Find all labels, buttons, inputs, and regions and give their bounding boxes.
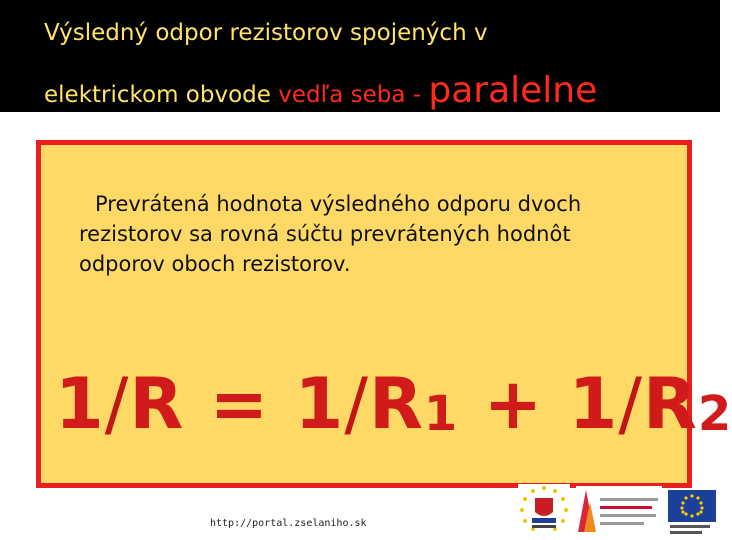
title-part: rezistorov spojených v (222, 20, 488, 46)
formula-part: R (368, 363, 424, 445)
formula (55, 363, 732, 445)
school-logo-icon (518, 484, 570, 536)
title-bar (0, 0, 720, 112)
formula-part: 1 (294, 363, 345, 445)
formula-subscript: 2 (697, 386, 732, 442)
formula-part: 1 (55, 363, 105, 445)
title-part: Výsledný odpor (44, 20, 223, 46)
formula-part: / (618, 363, 643, 445)
footer-url-link[interactable]: http://portal.zselaniho.sk (210, 518, 367, 529)
formula-part: / (104, 363, 130, 445)
formula-part: / (344, 363, 369, 445)
eu-flag-icon (668, 490, 716, 536)
title-part: elektrickom obvode (44, 82, 271, 108)
title-emphasis: paralelne (428, 70, 598, 111)
formula-part: = (184, 363, 295, 445)
content-box (36, 140, 732, 488)
formula-part: + (458, 363, 569, 445)
formula-part: 1 (568, 363, 619, 445)
title-line-1 (44, 20, 488, 46)
formula-subscript: 1 (423, 386, 459, 442)
agency-logo-icon (576, 486, 662, 536)
formula-part: R (642, 363, 698, 445)
description-text: Prevrátená hodnota výsledného odporu dvoch rezistorov sa rovná súčtu prevrátených hodnôt odporov oboch rezistorov. (79, 192, 582, 276)
title-part: vedľa seba - (270, 82, 429, 108)
title-line-2 (44, 70, 597, 111)
formula-part: R (129, 363, 185, 445)
